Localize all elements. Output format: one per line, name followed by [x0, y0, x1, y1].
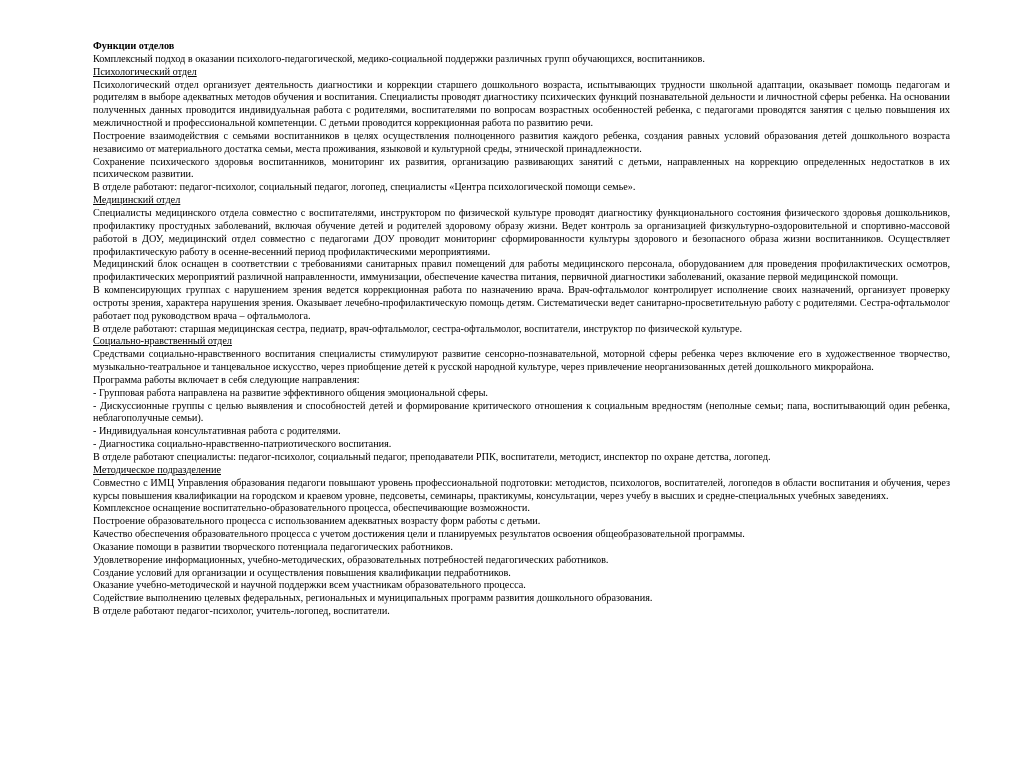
- method-line-2: Построение образовательного процесса с использованием адекватных возрасту форм работы с детьми.: [93, 516, 541, 528]
- method-line-9: В отделе работают педагог-психолог, учитель-логопед, воспитатели.: [93, 606, 390, 618]
- social-paragraph-1: Средствами социально-нравственного воспитания специалисты стимулируют развитие сенсорно-познавательной, моторной сферы ребенка через включение его в художественное творчество, музыкально-театральное и танцевальное искусство, через приобщение детей к русской народной культуре, через привлечение неорганизованных детей дошкольного микрорайона.: [93, 349, 950, 374]
- medical-paragraph-1: Специалисты медицинского отдела совместно с воспитателями, инструктором по физической культуре проводят диагностику функционального состояния физического здоровья дошкольников, профилактику простудных заболеваний, включая обучение детей и родителей здоровому образу жизни. Ведет контроль за организацией физкультурно-оздоровительной и спортивно-массовой работой в ДОУ, медицинский отдел совместно с педагогами ДОУ проводит мониторинг сформированности культуры здорового и безопасного образа жизни воспитанников. Осуществляет профилактическую работу в осенне-весенний период профилактическими мероприятиями.: [93, 207, 950, 258]
- method-line-4: Оказание помощи в развитии творческого потенциала педагогических работников.: [93, 541, 453, 553]
- psych-paragraph-4: В отделе работают: педагог-психолог, социальный педагог, логопед, специалисты «Центра психологической помощи семье».: [93, 182, 636, 194]
- medical-paragraph-4: В отделе работают: старшая медицинская сестра, педиатр, врач-офтальмолог, сестра-офтальмолог, воспитатели, инструктор по физической культуре.: [93, 323, 743, 335]
- program-item-2: - Дискуссионные группы с целью выявления и способностей детей и формирование критического отношения к социальным вредностям (неполные семьи; папа, воспитывающий один ребенка, неблагополучные семьи).: [93, 400, 950, 425]
- psych-paragraph-3: Сохранение психического здоровья воспитанников, мониторинг их развития, организацию развивающих занятий с детьми, направленных на коррекцию определенных недостатков в их психическом развитии.: [93, 156, 950, 181]
- method-line-7: Оказание учебно-методической и научной поддержки всем участникам образовательного процесса.: [93, 580, 526, 592]
- method-line-5: Удовлетворение информационных, учебно-методических, образовательных потребностей педагогических работников.: [93, 554, 609, 566]
- method-line-6: Создание условий для организации и осуществления повышения квалификации педработников.: [93, 567, 511, 579]
- program-heading: Программа работы включает в себя следующие направления:: [93, 374, 360, 386]
- section-heading-medical: Медицинский отдел: [93, 195, 181, 207]
- document-page: [93, 41, 950, 619]
- program-item-4: - Диагностика социально-нравственно-патриотического воспитания.: [93, 439, 392, 451]
- section-heading-social: Социально-нравственный отдел: [93, 336, 232, 348]
- section-heading-psych: Психологический отдел: [93, 66, 197, 78]
- document-title: Функции отделов: [93, 41, 175, 52]
- program-item-3: - Индивидуальная консультативная работа с родителями.: [93, 426, 341, 438]
- social-staff-paragraph: В отделе работают специалисты: педагог-психолог, социальный педагог, преподаватели РПК, воспитатели, методист, инспектор по охране детства, логопед.: [93, 452, 771, 463]
- medical-paragraph-3: В компенсирующих группах с нарушением зрения ведется коррекционная работа по назначению врача. Врач-офтальмолог контролирует исполнение своих назначений, организует проверку остроты зрения, характера нарушения зрения. Оказывает лечебно-профилактическую помощь детям. Систематически ведет санитарно-просветительную работу с родителями. Сестра-офтальмолог работает под руководством врача – офтальмолога.: [93, 285, 950, 322]
- program-item-1: - Групповая работа направлена на развитие эффективного общения эмоциональной сферы.: [93, 387, 488, 399]
- method-line-3: Качество обеспечения образовательного процесса с учетом достижения цели и планируемых результатов освоения общеобразовательной программы.: [93, 529, 745, 541]
- method-line-1: Комплексное оснащение воспитательно-образовательного процесса, обеспечивающие возможности.: [93, 503, 530, 515]
- psych-paragraph-1: Психологический отдел организует деятельность диагностики и коррекции старшего дошкольного возраста, испытывающих трудности школьной адаптации, оказывает помощь педагогам и родителям в выборе адекватных методов обучения и воспитания. Специалисты проводят диагностику психических функций познавательной дельности и личностной сферы ребенка. На основании полученных данных проводится индивидуальная работа с родителями, воспитателями по вопросам возрастных особенностей ребенка, с педагогами проводятся занятия с целью повышения их межличностной и профессиональной компетенции. С детьми проводится коррекционная работа по развитию речи.: [93, 79, 950, 130]
- psych-paragraph-2: Построение взаимодействия с семьями воспитанников в целях осуществления полноценного развития каждого ребенка, создания равных условий образования детей дошкольного возраста независимо от материального достатка семьи, места проживания, языковой и культурной среды, этнической принадлежности.: [93, 130, 950, 155]
- intro-paragraph: Комплексный подход в оказании психолого-педагогической, медико-социальной поддержки различных групп обучающихся, воспитанников.: [93, 53, 705, 65]
- method-line-8: Содействие выполнению целевых федеральных, региональных и муниципальных программ развития дошкольного образования.: [93, 593, 653, 605]
- medical-paragraph-2: Медицинский блок оснащен в соответствии с требованиями санитарных правил помещений для работы медицинского персонала, оборудованием для проведения профилактических осмотров, профилактических мероприятий различной направленности, иммунизации, обеспечение качества питания, первичной диагностики заболеваний, оказание первой медицинской помощи.: [93, 259, 950, 284]
- section-heading-method: Методическое подразделение: [93, 464, 221, 476]
- method-paragraph-1: Совместно с ИМЦ Управления образования педагоги повышают уровень профессиональной подготовки: методистов, психологов, воспитателей, логопедов в области воспитания и обучения, через курсы повышения квалификации на городском и краевом уровне, педсоветы, семинары, практикумы, консультации, через учебу в высших и средне-специальных учебных заведениях.: [93, 477, 950, 502]
